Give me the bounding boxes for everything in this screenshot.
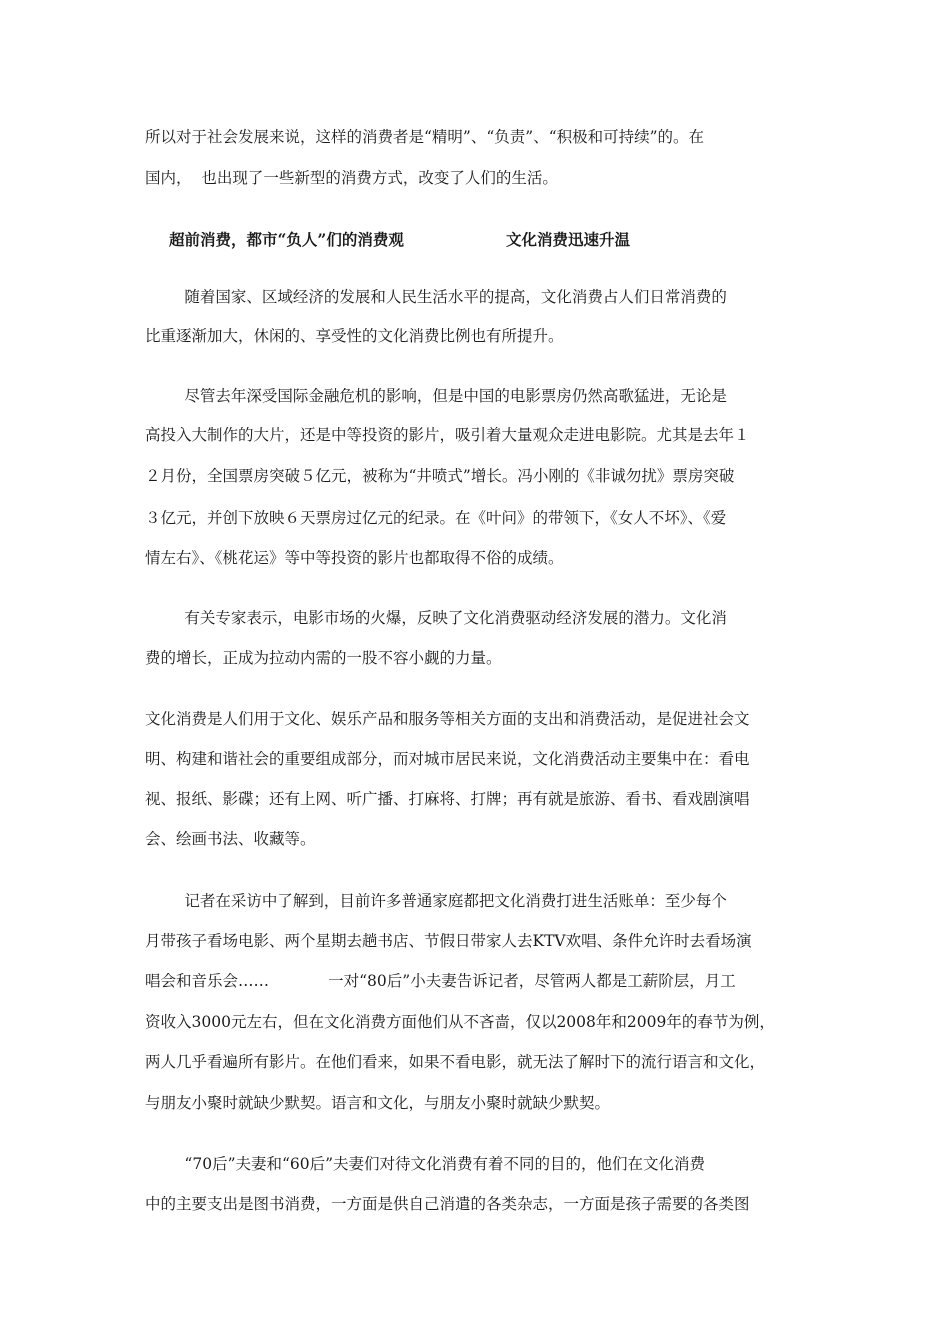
paragraph-6-line-2: 中的主要支出是图书消费，一方面是供自己消遣的各类杂志，一方面是孩子需要的各类图: [145, 1195, 750, 1213]
paragraph-1-line-1: 随着国家、区域经济的发展和人民生活水平的提高，文化消费占人们日常消费的: [145, 288, 727, 306]
paragraph-3-line-1: 有关专家表示，电影市场的火爆，反映了文化消费驱动经济发展的潜力。文化消: [145, 609, 727, 627]
section-heading-left: 超前消费，都市“负人”们的消费观: [169, 230, 404, 249]
paragraph-6-line-1: “70后”夫妻和“60后”夫妻们对待文化消费有着不同的目的，他们在文化消费: [145, 1155, 706, 1173]
paragraph-5-line-5: 两人几乎看遍所有影片。在他们看来，如果不看电影，就无法了解时下的流行语言和文化，: [145, 1053, 766, 1071]
intro-line-1: 所以对于社会发展来说，这样的消费者是“精明”、“负责”、“积极和可持续”的。在: [145, 128, 705, 146]
paragraph-5-line-2: 月带孩子看场电影、两个星期去趟书店、节假日带家人去KTV欢唱、条件允许时去看场演: [145, 932, 752, 950]
paragraph-4-line-4: 会、绘画书法、收藏等。: [145, 830, 316, 848]
paragraph-4-line-1: 文化消费是人们用于文化、娱乐产品和服务等相关方面的支出和消费活动，是促进社会文: [145, 710, 750, 728]
paragraph-2-line-1: 尽管去年深受国际金融危机的影响，但是中国的电影票房仍然高歌猛进，无论是: [145, 387, 727, 405]
paragraph-2-line-3: ２月份，全国票房突破５亿元，被称为“井喷式”增长。冯小刚的《非诚勿扰》票房突破: [145, 467, 735, 485]
paragraph-4-line-3: 视、报纸、影碟；还有上网、听广播、打麻将、打牌；再有就是旅游、看书、看戏剧演唱: [145, 790, 750, 808]
paragraph-2-line-4: ３亿元，并创下放映６天票房过亿元的纪录。在《叶问》的带领下，《女人不坏》、《爱: [145, 509, 727, 527]
paragraph-5-line-1: 记者在采访中了解到，目前许多普通家庭都把文化消费打进生活账单：至少每个: [145, 892, 727, 910]
paragraph-5-line-6: 与朋友小聚时就缺少默契。语言和文化，与朋友小聚时就缺少默契。: [145, 1094, 611, 1112]
paragraph-5-line-3: 唱会和音乐会…… 一对“80后”小夫妻告诉记者，尽管两人都是工薪阶层，月工: [145, 972, 736, 990]
paragraph-2-line-2: 高投入大制作的大片，还是中等投资的影片，吸引着大量观众走进电影院。尤其是去年１: [145, 426, 750, 444]
intro-line-2: 国内， 也出现了一些新型的消费方式，改变了人们的生活。: [145, 169, 558, 187]
paragraph-3-line-2: 费的增长，正成为拉动内需的一股不容小觑的力量。: [145, 649, 502, 667]
section-heading-right: 文化消费迅速升温: [506, 230, 631, 249]
paragraph-2-line-5: 情左右》、《桃花运》等中等投资的影片也都取得不俗的成绩。: [145, 549, 564, 567]
paragraph-1-line-2: 比重逐渐加大，休闲的、享受性的文化消费比例也有所提升。: [145, 327, 564, 345]
paragraph-5-line-4: 资收入3000元左右，但在文化消费方面他们从不吝啬，仅以2008年和2009年的春节为例，: [145, 1013, 775, 1031]
paragraph-4-line-2: 明、构建和谐社会的重要组成部分，而对城市居民来说，文化消费活动主要集中在：看电: [145, 750, 750, 768]
